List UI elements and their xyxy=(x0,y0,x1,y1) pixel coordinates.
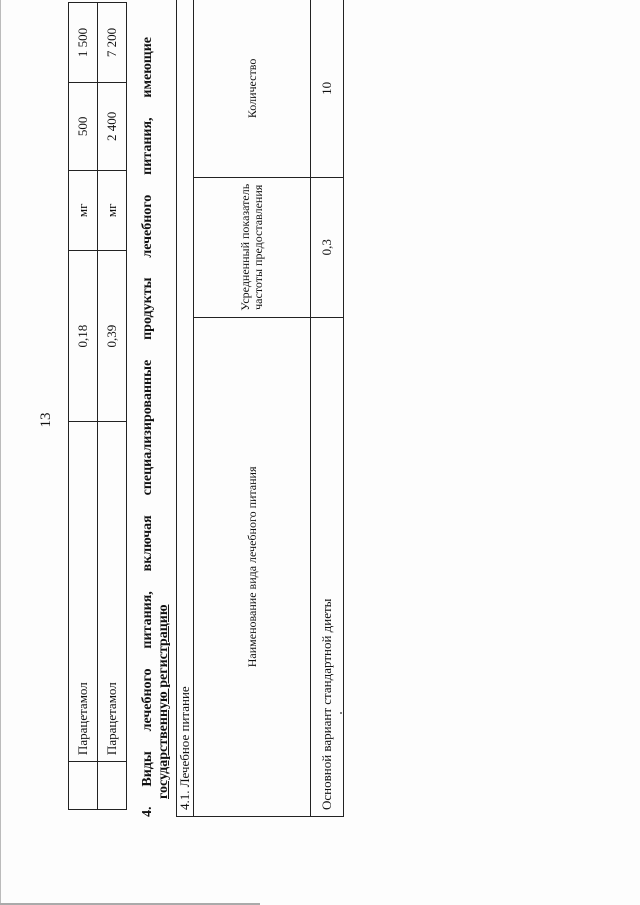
table-cell-freq: 500 xyxy=(69,82,98,170)
table-cell-dose: 0,18 xyxy=(69,250,98,422)
table-cell-diet-freq: 0,3 xyxy=(311,177,344,317)
section-heading: 4. Виды лечебного питания, включая специализированные продукты лечебного питания, имеющие xyxy=(140,37,155,817)
subsection-title: 4.1. Лечебное питание xyxy=(177,0,194,817)
column-header-freq: Усредненный показатель частоты предоставления xyxy=(194,177,311,317)
diet-table xyxy=(176,0,344,817)
table-cell-unit: мг xyxy=(98,170,127,250)
table-row xyxy=(69,3,98,810)
table-cell-drug-name: Парацетамол xyxy=(98,422,127,762)
table-cell-empty xyxy=(69,762,98,810)
table-cell-freq: 2 400 xyxy=(98,82,127,170)
table-cell-diet-name: Основной вариант стандартной диеты xyxy=(311,317,344,816)
table-row-subsection xyxy=(177,0,194,817)
table-row xyxy=(311,0,344,817)
table-cell-dose: 0,39 xyxy=(98,250,127,422)
page-number: 13 xyxy=(38,412,54,428)
table-cell-drug-name: Парацетамол xyxy=(69,422,98,762)
section-heading-continuation: государственную регистрацию xyxy=(156,604,171,799)
table-cell-total: 1 500 xyxy=(69,3,98,83)
column-header-qty: Количество xyxy=(194,0,311,177)
drug-table xyxy=(68,2,127,810)
table-cell-total: 7 200 xyxy=(98,3,127,83)
column-header-name: Наименование вида лечебного питания xyxy=(194,317,311,816)
table-cell-unit: мг xyxy=(69,170,98,250)
table-cell-empty xyxy=(98,762,127,810)
table-cell-diet-qty: 10 xyxy=(311,0,344,177)
table-header-row xyxy=(194,0,311,817)
table-row xyxy=(98,3,127,810)
